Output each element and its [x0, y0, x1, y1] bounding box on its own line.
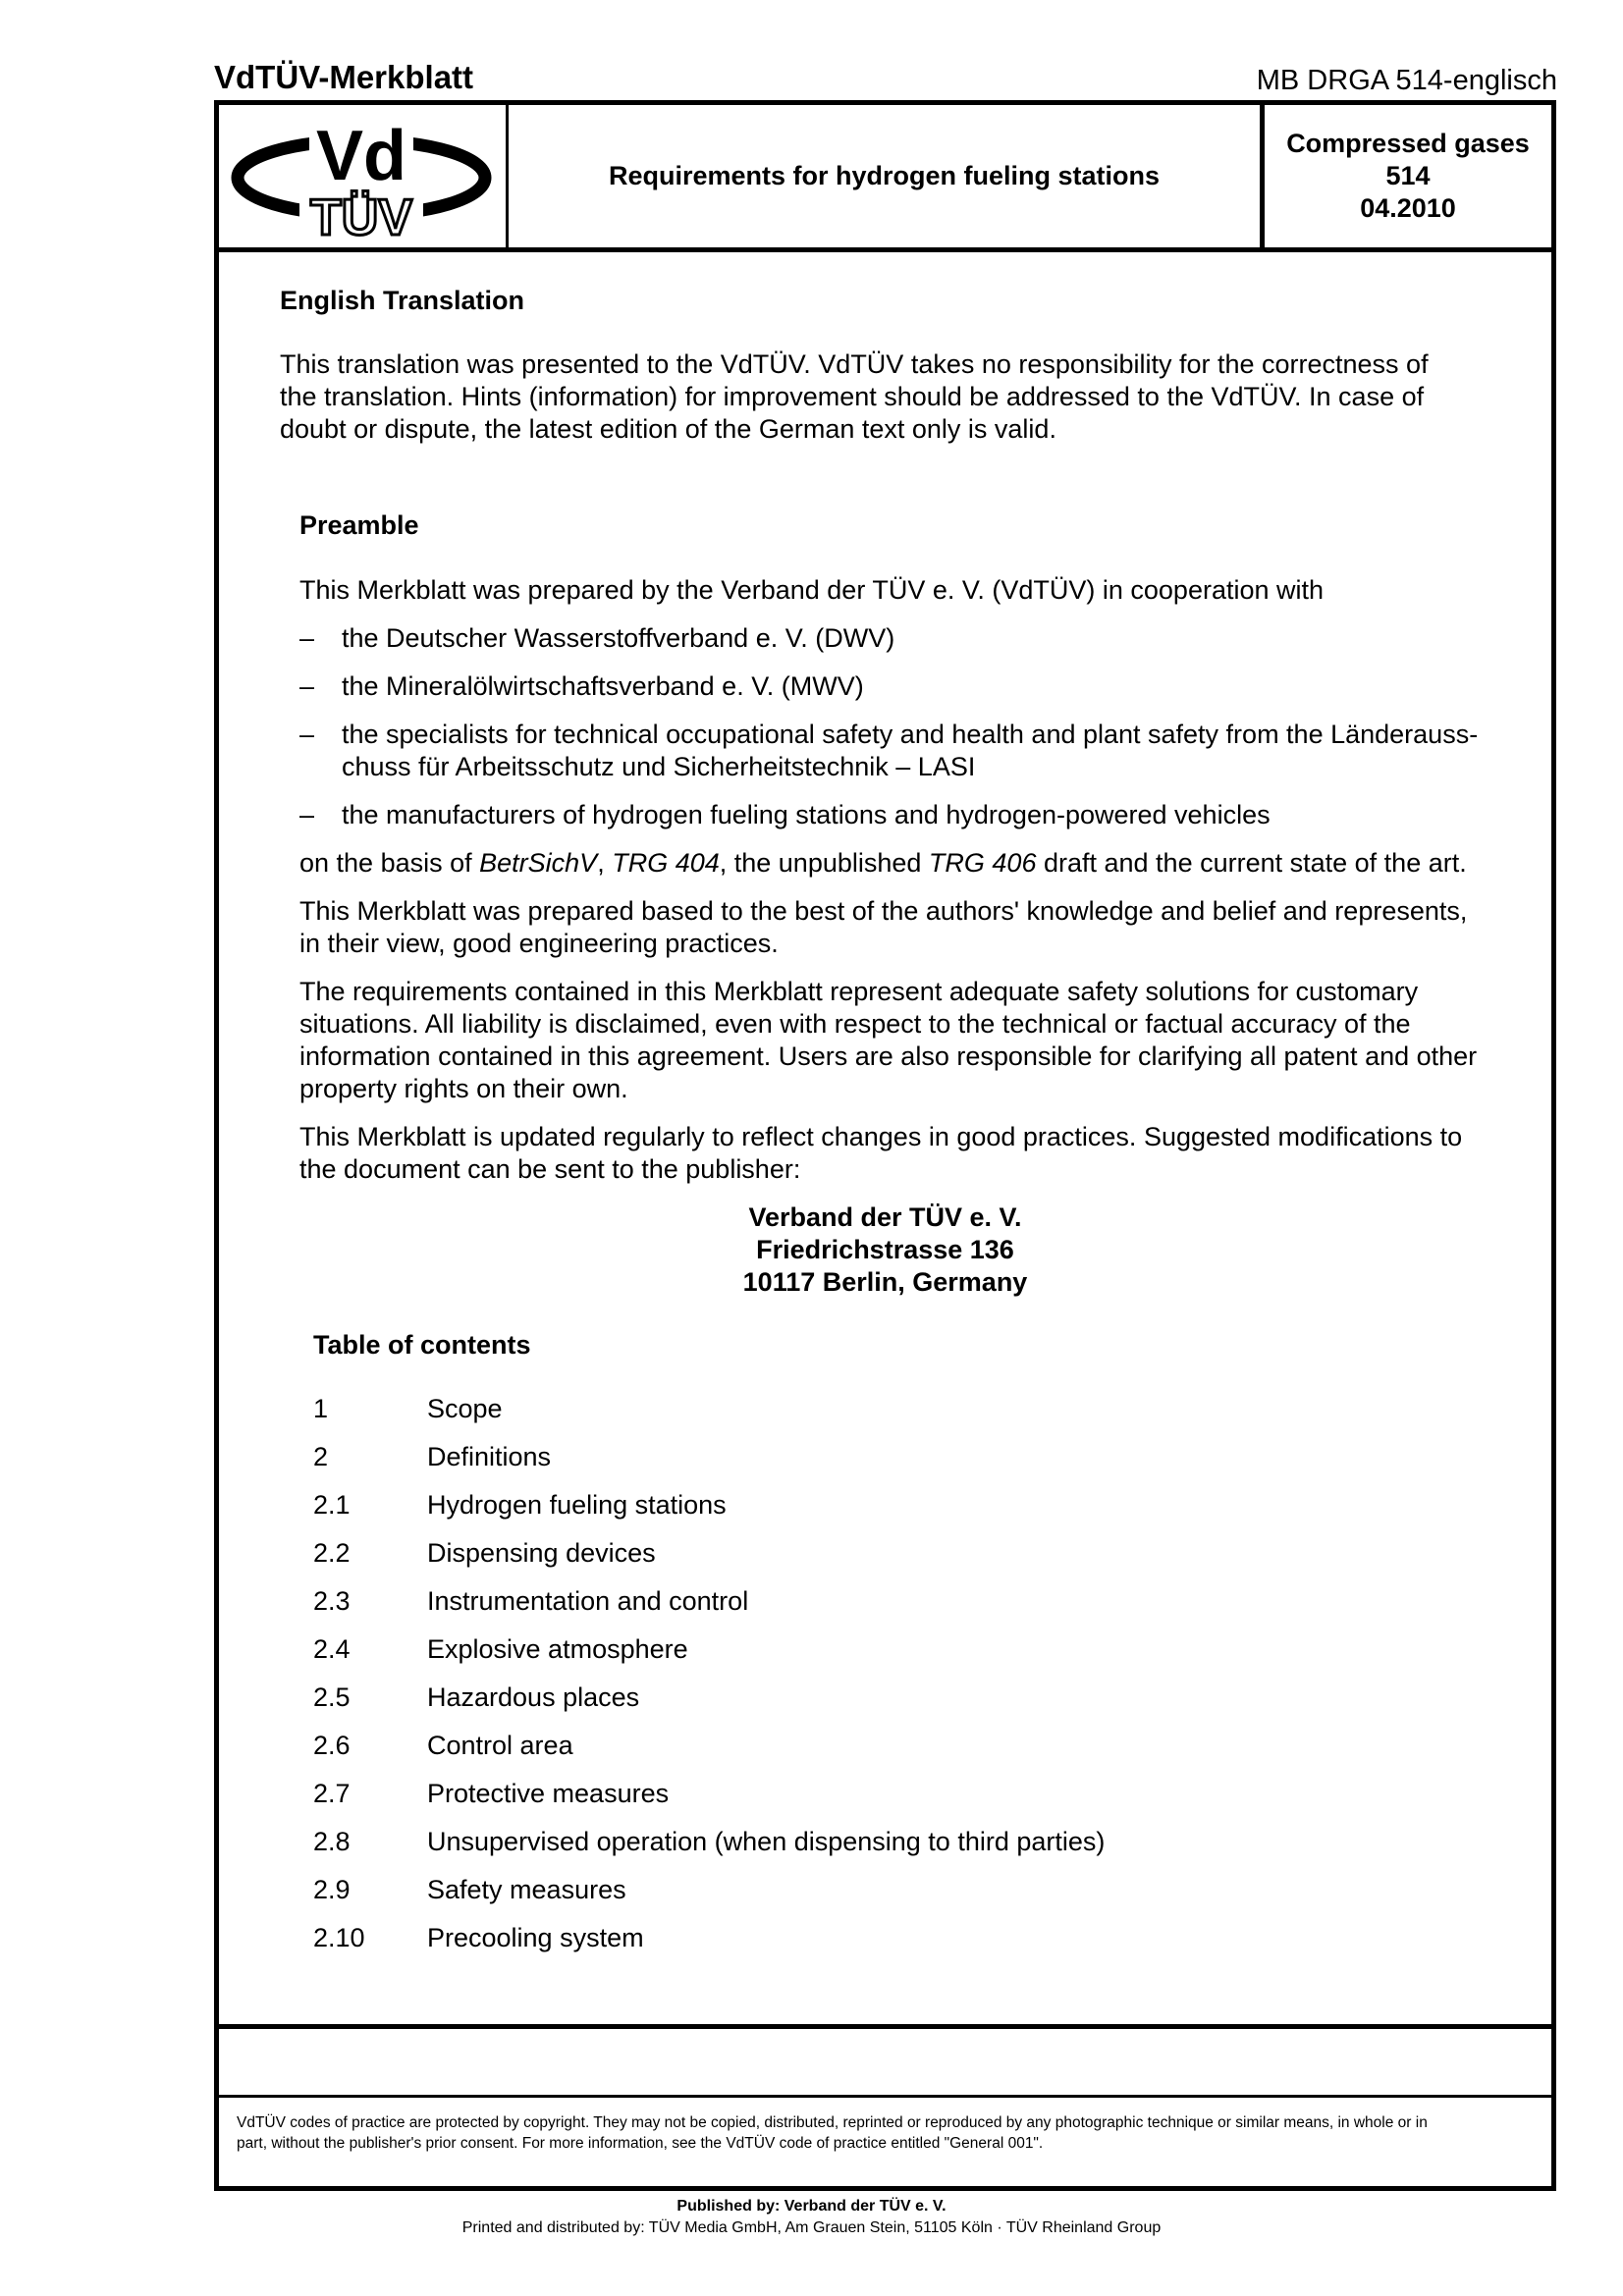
address-line: 10117 Berlin, Germany	[742, 1267, 1028, 1297]
vdtuev-logo	[219, 105, 509, 247]
toc-title: Safety measures	[427, 1875, 626, 1904]
document-classification	[1265, 105, 1551, 247]
preamble-para-2-line-4: property rights on their own.	[299, 1074, 628, 1103]
translation-heading: English Translation	[280, 286, 525, 315]
bullet-item-continued: chuss für Arbeitsschutz und Sicherheitstechnik – LASI	[342, 752, 976, 781]
toc-number: 2.5	[313, 1682, 351, 1712]
svg-text:Vd: Vd	[315, 117, 407, 195]
publisher-address	[219, 1201, 1551, 1299]
document-header	[214, 59, 1557, 100]
bullet-dash: –	[299, 800, 315, 829]
bullet-item: the Mineralölwirtschaftsverband e. V. (MWV)	[342, 671, 864, 701]
toc-title: Dispensing devices	[427, 1538, 656, 1568]
toc-title: Scope	[427, 1394, 503, 1423]
toc-number: 2.1	[313, 1490, 351, 1520]
toc-number: 2.6	[313, 1731, 351, 1760]
copyright-line: VdTÜV codes of practice are protected by copyright. They may not be copied, distributed, reprinted or reproduced by any photographic technique or similar means, in whole or in	[237, 2114, 1428, 2131]
toc-title: Instrumentation and control	[427, 1586, 749, 1616]
toc-number: 2.4	[313, 1634, 351, 1664]
toc-number: 2.9	[313, 1875, 351, 1904]
toc-number: 2.7	[313, 1779, 351, 1808]
toc-number: 2.3	[313, 1586, 351, 1616]
footer-published: Published by: Verband der TÜV e. V.	[676, 2198, 947, 2215]
translation-line-3: doubt or dispute, the latest edition of the German text only is valid.	[280, 414, 1056, 444]
toc-number: 2	[313, 1442, 329, 1471]
toc-title: Unsupervised operation (when dispensing to third parties)	[427, 1827, 1106, 1856]
document-title: VdTÜV-Merkblatt	[214, 59, 474, 95]
copyright-notice	[237, 2112, 1533, 2154]
copyright-line: part, without the publisher's prior consent. For more information, see the VdTÜV code of practice entitled "General 001".	[237, 2135, 1044, 2152]
toc-title: Hazardous places	[427, 1682, 640, 1712]
document-code: MB DRGA 514-englisch	[1256, 65, 1557, 96]
address-line: Verband der TÜV e. V.	[748, 1202, 1022, 1232]
title-block	[219, 105, 1551, 252]
toc-number: 2.10	[313, 1923, 365, 1952]
preamble-heading: Preamble	[299, 510, 419, 540]
content-area	[219, 252, 1551, 2029]
document-date: 04.2010	[1360, 193, 1456, 223]
preamble-para-1-line-1: This Merkblatt was prepared based to the best of the authors' knowledge and belief and represents,	[299, 896, 1468, 926]
svg-text:TÜV: TÜV	[310, 189, 412, 246]
document-category: Compressed gases	[1286, 129, 1530, 158]
toc-number: 2.8	[313, 1827, 351, 1856]
bullet-dash: –	[299, 671, 315, 701]
toc-title: Explosive atmosphere	[427, 1634, 688, 1664]
document-number: 514	[1385, 161, 1431, 190]
bullet-item: the specialists for technical occupational safety and health and plant safety from the Länderauss-	[342, 720, 1479, 749]
bullet-dash: –	[299, 720, 315, 749]
footer-printed: Printed and distributed by: TÜV Media GmbH, Am Grauen Stein, 51105 Köln · TÜV Rheinland Group	[461, 2219, 1162, 2236]
preamble-para-2-line-2: situations. All liability is disclaimed, even with respect to the technical or factual accuracy of the	[299, 1009, 1411, 1039]
toc-title: Protective measures	[427, 1779, 670, 1808]
toc-heading: Table of contents	[313, 1330, 531, 1360]
preamble-para-3-line-1: This Merkblatt is updated regularly to reflect changes in good practices. Suggested modifications to	[299, 1122, 1463, 1151]
preamble-basis: on the basis of BetrSichV, TRG 404, the unpublished TRG 406 draft and the current state of the art.	[299, 848, 1467, 878]
toc-title: Definitions	[427, 1442, 552, 1471]
preamble-para-1-line-2: in their view, good engineering practices.	[299, 929, 779, 958]
vdtuev-logo-icon	[219, 105, 506, 247]
bullet-item: the manufacturers of hydrogen fueling stations and hydrogen-powered vehicles	[342, 800, 1271, 829]
bullet-dash: –	[299, 623, 315, 653]
translation-line-2: the translation. Hints (information) for improvement should be addressed to the VdTÜV. In case of	[280, 382, 1425, 411]
address-line: Friedrichstrasse 136	[756, 1235, 1014, 1264]
page-frame	[214, 100, 1556, 2191]
preamble-para-2-line-3: information contained in this agreement. Users are also responsible for clarifying all patent and other	[299, 1041, 1478, 1071]
bullet-item: the Deutscher Wasserstoffverband e. V. (DWV)	[342, 623, 895, 653]
toc-number: 1	[313, 1394, 329, 1423]
toc-title: Hydrogen fueling stations	[427, 1490, 727, 1520]
toc-title: Precooling system	[427, 1923, 644, 1952]
blank-row	[219, 2024, 1551, 2098]
preamble-para-2-line-1: The requirements contained in this Merkblatt represent adequate safety solutions for customary	[299, 977, 1419, 1006]
preamble-para-3-line-2: the document can be sent to the publisher:	[299, 1154, 801, 1184]
preamble-intro: This Merkblatt was prepared by the Verband der TÜV e. V. (VdTÜV) in cooperation with	[299, 575, 1325, 605]
toc-number: 2.2	[313, 1538, 351, 1568]
toc-title: Control area	[427, 1731, 573, 1760]
document-subject: Requirements for hydrogen fueling stations	[509, 105, 1265, 247]
translation-line-1: This translation was presented to the VdTÜV. VdTÜV takes no responsibility for the correctness of	[280, 349, 1429, 379]
